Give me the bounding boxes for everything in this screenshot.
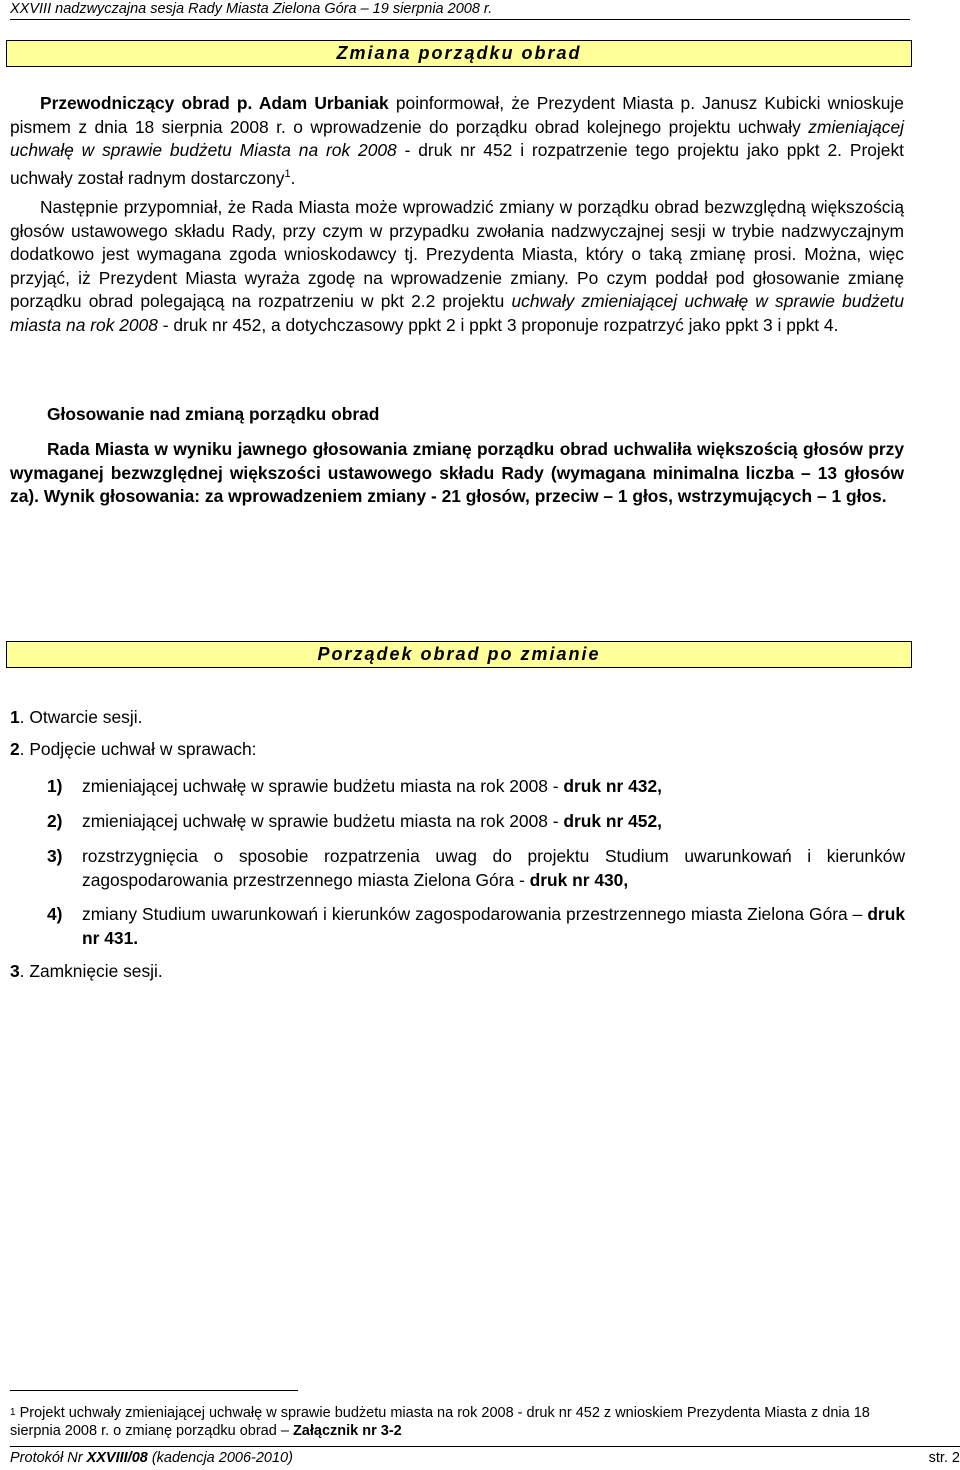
agenda-num: 1 [10,707,20,727]
running-header: XXVIII nadzwyczajna sesja Rady Miasta Zielona Góra – 19 sierpnia 2008 r. [10,0,910,20]
agenda-text: . Otwarcie sesji. [19,707,143,727]
footnote-text: Projekt uchwały zmieniającej uchwałę w sprawie budżetu miasta na rok 2008 - druk nr 452 z wnioskiem Prezydenta Miasta z dnia 18 sierpnia 2008 r. o zmianę porządku obrad – [10,1405,870,1439]
section-title-agenda-change: Zmiana porządku obrad [6,40,912,67]
chair-name: Przewodniczący obrad p. Adam Urbaniak [40,93,389,113]
paragraph-procedure [10,196,904,337]
subitem-text: zmieniającej uchwałę w sprawie budżetu miasta na rok 2008 - [82,811,564,831]
footer-number: XXVIII/08 [86,1450,148,1466]
subitem-druk: druk nr 430, [529,869,629,890]
footnote-attachment: Załącznik nr 3-2 [292,1423,402,1439]
agenda-text: . Zamknięcie sesji. [19,961,163,981]
agenda-item-1 [10,706,142,729]
subitem-druk: druk nr 432, [563,776,662,796]
footer-protocol [10,1450,293,1466]
subitem-num: 3) [47,846,63,866]
footnote-separator [10,1390,298,1391]
subitem-num: 2) [47,811,63,831]
vote-heading: Głosowanie nad zmianą porządku obrad [47,404,380,424]
footnote-ref[interactable]: 1 [284,167,291,180]
p2-italic: uchwały zmieniającej uchwałę w sprawie budżetu miasta na rok 2008 [10,291,905,335]
p1-text-2: - druk nr 452 i rozpatrzenie tego projektu jako ppkt 2. Projekt uchwały został radnym dostarczony [10,140,904,188]
p2-text-1: Następnie przypomniał, że Rada Miasta może wprowadzić zmiany w porządku obrad bezwzględną większością głosów ustawowego składu Rady, przy czym w przypadku zwołania nadzwyczajnej sesji w trybie nadzwyczajnym dodatkowo jest wymagana zgoda wnioskodawcy tj. Prezydenta Miasta, który o taką zmianę prosi. Można, więc przyjąć, iż Prezydent Miasta wyraża zgodę na wprowadzenie zmiany. Po czym poddał pod głosowanie zmianę porządku obrad polegającą na rozpatrzeniu w pkt 2.2 projektu [10,197,904,311]
subitem-num: 1) [47,776,63,796]
agenda-num: 3 [10,961,20,981]
agenda-item-2 [10,738,257,761]
footer-suffix: (kadencja 2006-2010) [147,1450,293,1466]
section-title-agenda-after: Porządek obrad po zmianie [6,641,912,668]
subitem-druk: druk nr 452, [563,811,662,831]
subitem-text: zmiany Studium uwarunkowań i kierunków zagospodarowania przestrzennego miasta Zielona Góra – [82,904,868,924]
agenda-subitem-4 [47,903,905,950]
subitem-text: zmieniającej uchwałę w sprawie budżetu miasta na rok 2008 - [82,776,564,796]
p2-text-2: - druk nr 452, a dotychczasowy ppkt 2 i ppkt 3 proponuje rozpatrzyć jako ppkt 3 i ppkt 4. [157,314,839,335]
footnote-marker: 1 [10,1407,16,1418]
p1-end: . [290,167,296,188]
page-number: str. 2 [928,1450,960,1466]
subitem-text: rozstrzygnięcia o sposobie rozpatrzenia uwag do projektu Studium uwarunkowań i kierunków zagospodarowania przestrzennego miasta Zielona Góra - [82,846,905,890]
page-footer [10,1449,960,1467]
agenda-subitem-2 [47,810,905,834]
subitem-druk: druk nr 431. [82,904,905,948]
footer-separator [10,1446,960,1447]
subitem-num: 4) [47,904,63,924]
agenda-text: . Podjęcie uchwał w sprawach: [19,739,257,759]
p1-italic: zmieniającej uchwałę w sprawie budżetu Miasta na rok 2008 [10,116,904,160]
footer-prefix: Protokół Nr [10,1450,87,1466]
agenda-subitem-1 [47,775,905,799]
agenda-item-3 [10,960,163,983]
p1-text-1: poinformował, że Prezydent Miasta p. Janusz Kubicki wnioskuje pismem z dnia 18 sierpnia 2008 r. o wprowadzenie do porządku obrad kolejnego projektu uchwały [10,93,904,137]
vote-result: Rada Miasta w wyniku jawnego głosowania zmianę porządku obrad uchwaliła większością głosów przy wymaganej bezwzględnej większości ustawowego składu Rady (wymagana minimalna liczba – 13 głosów za). Wynik głosowania: za wprowadzeniem zmiany - 21 głosów, przeciw – 1 głos, wstrzymujących – 1 głos. [10,439,904,506]
footnote [10,1404,910,1440]
paragraph-chair-statement [10,92,904,190]
agenda-num: 2 [10,739,20,759]
agenda-subitem-3 [47,845,905,892]
